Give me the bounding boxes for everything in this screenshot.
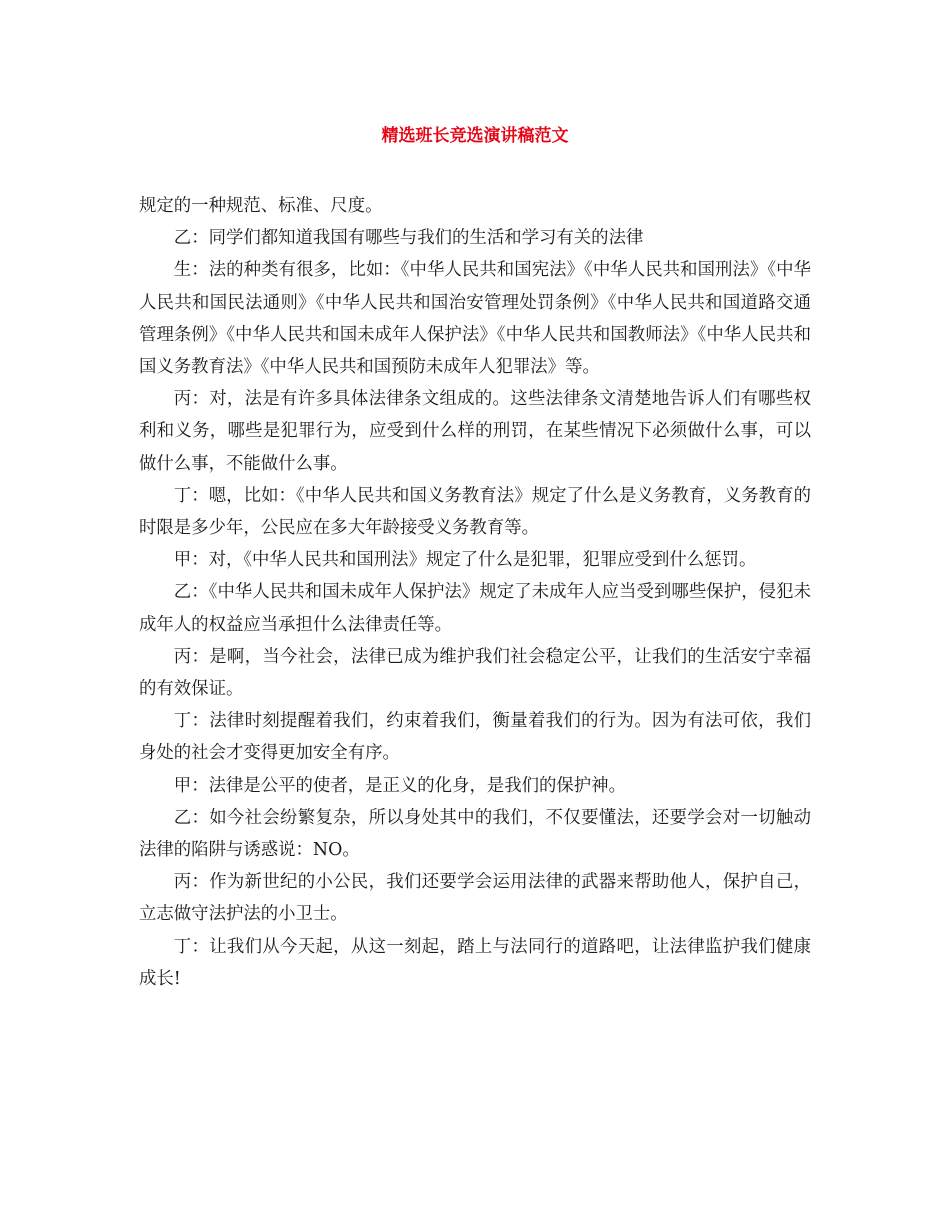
paragraph: 乙：如今社会纷繁复杂，所以身处其中的我们，不仅要懂法，还要学会对一切触动法律的陷阱与诱惑说：NO。 [139, 807, 811, 861]
paragraph: 丙：是啊，当今社会，法律已成为维护我们社会稳定公平，让我们的生活安宁幸福的有效保证。 [139, 646, 811, 700]
paragraph: 规定的一种规范、标准、尺度。 [139, 196, 383, 216]
paragraph: 丙：对，法是有许多具体法律条文组成的。这些法律条文清楚地告诉人们有哪些权利和义务，哪些是犯罪行为，应受到什么样的刑罚，在某些情况下必须做什么事，可以做什么事，不能做什么事。 [139, 389, 811, 474]
paragraph: 甲：法律是公平的使者，是正义的化身，是我们的保护神。 [173, 775, 626, 796]
paragraph: 乙：《中华人民共和国未成年人保护法》规定了未成年人应当受到哪些保护，侵犯未成年人的权益应当承担什么法律责任等。 [139, 582, 811, 635]
document-title: 精选班长竞选演讲稿范文 [381, 126, 569, 146]
paragraph: 丁：嗯，比如：《中华人民共和国义务教育法》规定了什么是义务教育，义务教育的时限是多少年，公民应在多大年龄接受义务教育等。 [139, 485, 811, 539]
paragraph: 生：法的种类有很多，比如：《中华人民共和国宪法》《中华人民共和国刑法》《中华人民共和国民法通则》《中华人民共和国治安管理处罚条例》《中华人民共和国道路交通管理条例》《中华人民共和国未成年人保护法》《中华人民共和国教师法》《中华人民共和国义务教育法》《中华人民共和国预防未成年人犯罪法》等。 [139, 260, 811, 378]
paragraph: 乙：同学们都知道我国有哪些与我们的生活和学习有关的法律 [173, 228, 644, 249]
paragraph: 丁：让我们从今天起，从这一刻起，踏上与法同行的道路吧，让法律监护我们健康成长! [139, 936, 811, 989]
paragraph: 丁：法律时刻提醒着我们，约束着我们，衡量着我们的行为。因为有法可依，我们身处的社会才变得更加安全有序。 [139, 711, 811, 764]
paragraph: 丙：作为新世纪的小公民，我们还要学会运用法律的武器来帮助他人，保护自己，立志做守法护法的小卫士。 [139, 872, 811, 925]
paragraph: 甲：对，《中华人民共和国刑法》规定了什么是犯罪，犯罪应受到什么惩罚。 [173, 550, 757, 571]
document-body [139, 190, 811, 995]
